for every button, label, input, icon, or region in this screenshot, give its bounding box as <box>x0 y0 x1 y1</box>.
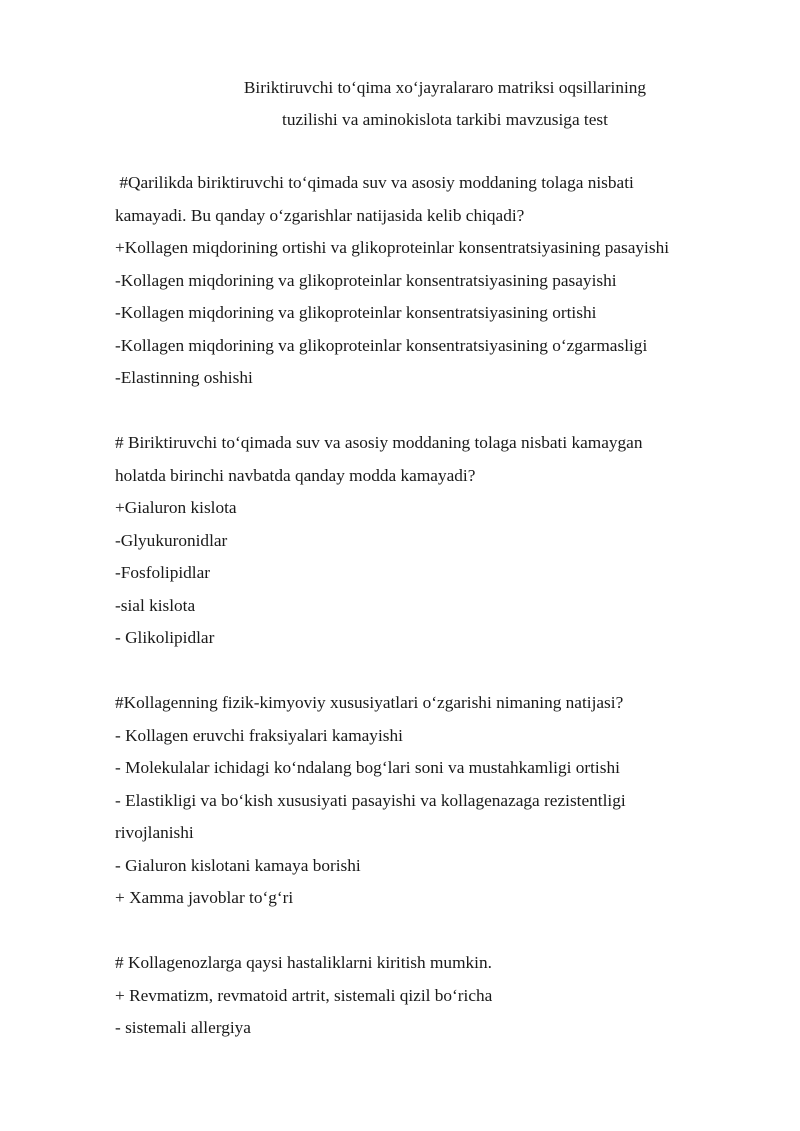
question-1-answer: -Elastinning oshishi <box>115 368 253 387</box>
question-3 <box>115 687 725 915</box>
question-1-text-1: #Qarilikda biriktiruvchi to‘qimada suv va asosiy moddaning tolaga nisbati <box>115 173 634 192</box>
question-2-answer: -Glyukuronidlar <box>115 530 228 550</box>
question-4-answer: - sistemali allergiya <box>115 1018 251 1037</box>
question-3-text: #Kollagenning fizik-kimyoviy xususiyatlari o‘zgarishi nimaning natijasi? <box>115 693 624 712</box>
question-3-answer-correct: + Xamma javoblar to‘g‘ri <box>115 888 294 907</box>
document-page <box>115 72 725 1045</box>
question-1-answer: -Kollagen miqdorining va glikoproteinlar konsentratsiyasining o‘zgarmasligi <box>115 335 648 355</box>
question-1-answer-correct: +Kollagen miqdorining ortishi va glikoproteinlar konsentratsiyasining pasayishi <box>115 238 670 257</box>
question-3-answer: - Molekulalar ichidagi ko‘ndalang bog‘lari soni va mustahkamligi ortishi <box>115 758 620 777</box>
document-title <box>155 72 735 136</box>
title-line-2: tuzilishi va aminokislota tarkibi mavzusiga test <box>282 110 608 129</box>
question-2-answer: -sial kislota <box>115 595 196 615</box>
question-2-answer-correct: +Gialuron kislota <box>115 498 237 517</box>
title-line-1: Biriktiruvchi to‘qima xo‘jayralararo matriksi oqsillarining <box>243 78 647 97</box>
question-4-text: # Kollagenozlarga qaysi hastaliklarni kiritish mumkin. <box>115 953 492 972</box>
question-3-answer: - Gialuron kislotani kamaya borishi <box>115 855 361 875</box>
question-2-answer: -Fosfolipidlar <box>115 563 211 582</box>
question-1-answer: -Kollagen miqdorining va glikoproteinlar konsentratsiyasining pasayishi <box>115 270 617 290</box>
question-2-answer: - Glikolipidlar <box>115 628 215 647</box>
question-2 <box>115 427 725 655</box>
question-3-answer: - Elastikligi va bo‘kish xususiyati pasayishi va kollagenazaga rezistentligi <box>115 790 626 810</box>
question-1 <box>115 167 725 395</box>
question-2-text-1: # Biriktiruvchi to‘qimada suv va asosiy moddaning tolaga nisbati kamaygan <box>115 433 643 452</box>
question-3-answer: - Kollagen eruvchi fraksiyalari kamayishi <box>115 725 403 745</box>
question-2-text-2: holatda birinchi navbatda qanday modda kamayadi? <box>115 465 476 485</box>
question-3-answer-continued: rivojlanishi <box>115 823 194 842</box>
question-4 <box>115 947 725 1045</box>
question-4-answer-correct: + Revmatizm, revmatoid artrit, sistemali qizil bo‘richa <box>115 985 493 1005</box>
question-1-text-2: kamayadi. Bu qanday o‘zgarishlar natijasida kelib chiqadi? <box>115 205 525 225</box>
question-1-answer: -Kollagen miqdorining va glikoproteinlar konsentratsiyasining ortishi <box>115 303 597 322</box>
